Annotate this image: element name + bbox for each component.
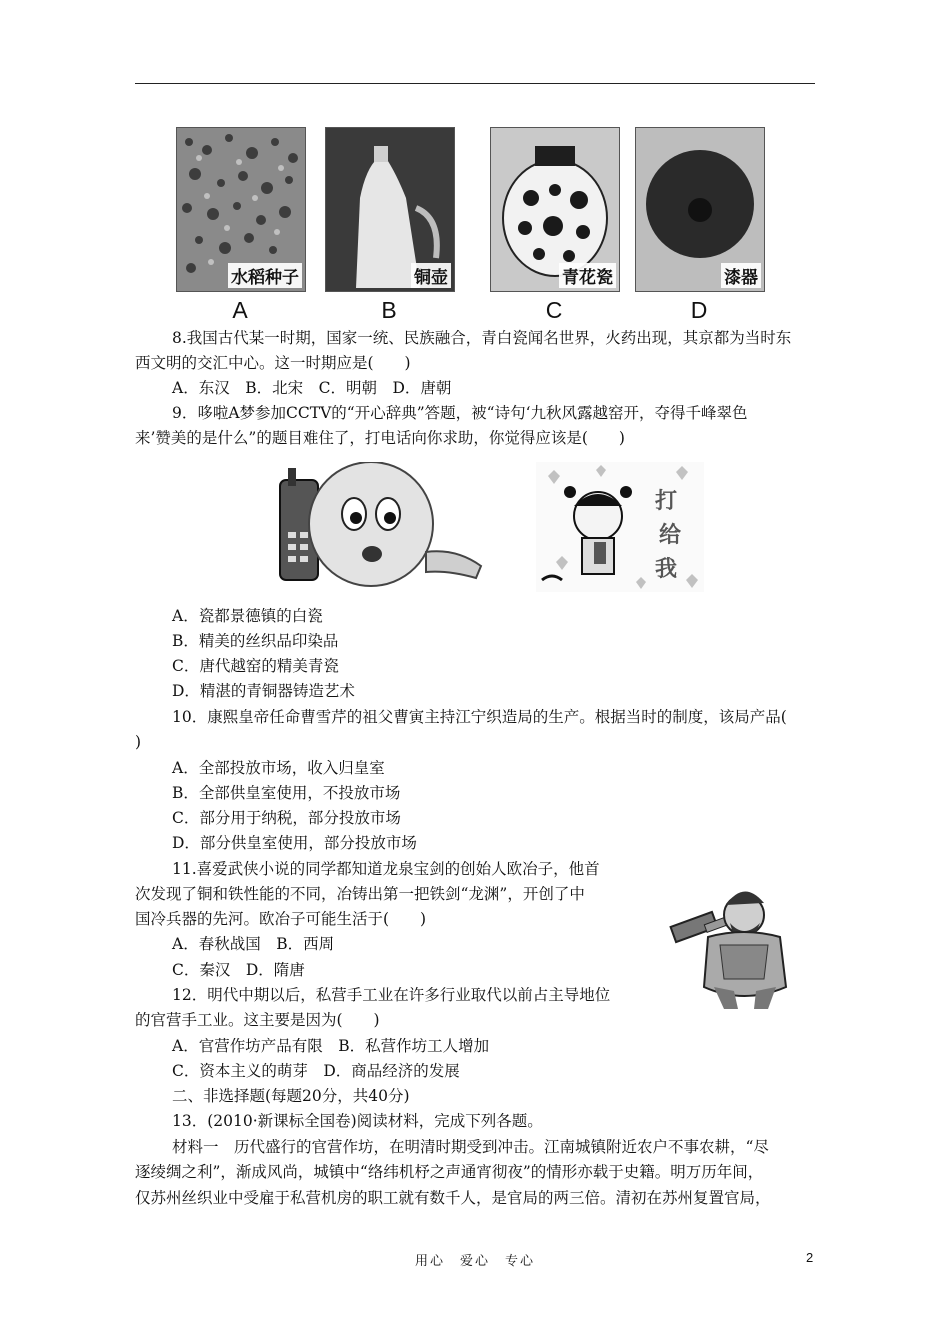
call-me-sticker-char1: 打 (654, 489, 678, 514)
page-number: 2 (806, 1250, 814, 1265)
q13-material1-line3: 仅苏州丝织业中受雇于私营机房的职工就有数千人，是官局的两三倍。清初在苏州复置官局， (135, 1189, 771, 1207)
q8-stem-line1: 8.我国古代某一时期，国家一统、民族融合，青白瓷闻名世界，火药出现，其京都为当时东 (172, 329, 792, 347)
q12-stem-line1: 12．明代中期以后，私营手工业在许多行业取代以前占主导地位 (172, 986, 611, 1004)
warrior-illustration (668, 875, 800, 1014)
call-me-sticker-char2: 给 (658, 523, 682, 548)
q13-stem: 13．(2010·新课标全国卷)阅读材料，完成下列各题。 (172, 1112, 543, 1130)
q11-stem-line3: 国冷兵器的先河。欧冶子可能生活于( ) (135, 910, 427, 928)
q12-options-line1: A．官营作坊产品有限 B．私营作坊工人增加 (172, 1037, 490, 1055)
q10-option-c: C．部分用于纳税，部分投放市场 (172, 809, 401, 827)
option-letter-a: A (232, 297, 248, 323)
q8-stem-line2: 西文明的交汇中心。这一时期应是( ) (135, 354, 411, 372)
q13-material1-line1: 材料一 历代盛行的官营作坊，在明清时期受到冲击。江南城镇附近农户不事农耕，“尽 (172, 1138, 769, 1156)
phone-emoticon-illustration (276, 462, 486, 591)
q10-option-d: D．部分供皇室使用，部分投放市场 (172, 834, 417, 852)
q8-options: A．东汉 B．北宋 C．明朝 D．唐朝 (172, 379, 452, 397)
bronze-pot-photo (325, 127, 455, 292)
q9-stem-line2: 来’赞美的是什么”的题目难住了，打电话向你求助，你觉得应该是( ) (135, 429, 625, 447)
q9-option-b: B．精美的丝织品印染品 (172, 632, 339, 650)
q13-material1-line2: 逐绫绸之利”，渐成风尚，城镇中“络纬机杼之声通宵彻夜”的情形亦载于史籍。明万历年间， (135, 1163, 764, 1181)
option-letter-b: B (381, 297, 397, 323)
artifact-image-strip (172, 127, 768, 323)
q9-option-c: C．唐代越窑的精美青瓷 (172, 657, 339, 675)
call-me-cartoon-illustration (536, 462, 704, 596)
bronze-pot-caption: 铜壶 (411, 263, 451, 288)
option-letter-d: D (690, 297, 708, 323)
blue-white-porcelain-caption: 青花瓷 (559, 263, 616, 288)
q11-options-line2: C．秦汉 D．隋唐 (172, 961, 305, 979)
header-rule (135, 83, 815, 84)
call-me-sticker-char3: 我 (654, 557, 678, 582)
q9-option-a: A．瓷都景德镇的白瓷 (172, 607, 323, 625)
q11-stem-line2: 次发现了铜和铁性能的不同，冶铸出第一把铁剑“龙渊”，开创了中 (135, 885, 585, 903)
rice-seeds-photo (176, 127, 306, 292)
q12-stem-line2: 的官营手工业。这主要是因为( ) (135, 1011, 380, 1029)
q11-options-line1: A．春秋战国 B．西周 (172, 935, 335, 953)
q10-option-a: A．全部投放市场，收入归皇室 (172, 759, 385, 777)
lacquerware-photo (635, 127, 765, 292)
section2-heading: 二、非选择题(每题20分，共40分) (172, 1087, 410, 1105)
q9-stem-line1: 9．哆啦A梦参加CCTV的“开心辞典”答题，被“诗句‘九秋风露越窑开，夺得千峰翠色 (172, 404, 748, 422)
option-letter-c: C (545, 297, 563, 323)
q10-option-b: B．全部供皇室使用，不投放市场 (172, 784, 401, 802)
lacquerware-caption: 漆器 (721, 263, 761, 288)
q10-stem-line2: ) (135, 733, 142, 751)
rice-seeds-caption: 水稻种子 (228, 263, 302, 288)
q9-option-d: D．精湛的青铜器铸造艺术 (172, 682, 355, 700)
blue-white-porcelain-photo (490, 127, 620, 292)
q10-stem-line1: 10．康熙皇帝任命曹雪芹的祖父曹寅主持江宁织造局的生产。根据当时的制度，该局产品( (172, 708, 787, 726)
footer-slogan: 用心 爱心 专心 (414, 1254, 535, 1269)
q11-stem-line1: 11.喜爱武侠小说的同学都知道龙泉宝剑的创始人欧冶子，他首 (172, 860, 600, 878)
q12-options-line2: C．资本主义的萌芽 D．商品经济的发展 (172, 1062, 460, 1080)
